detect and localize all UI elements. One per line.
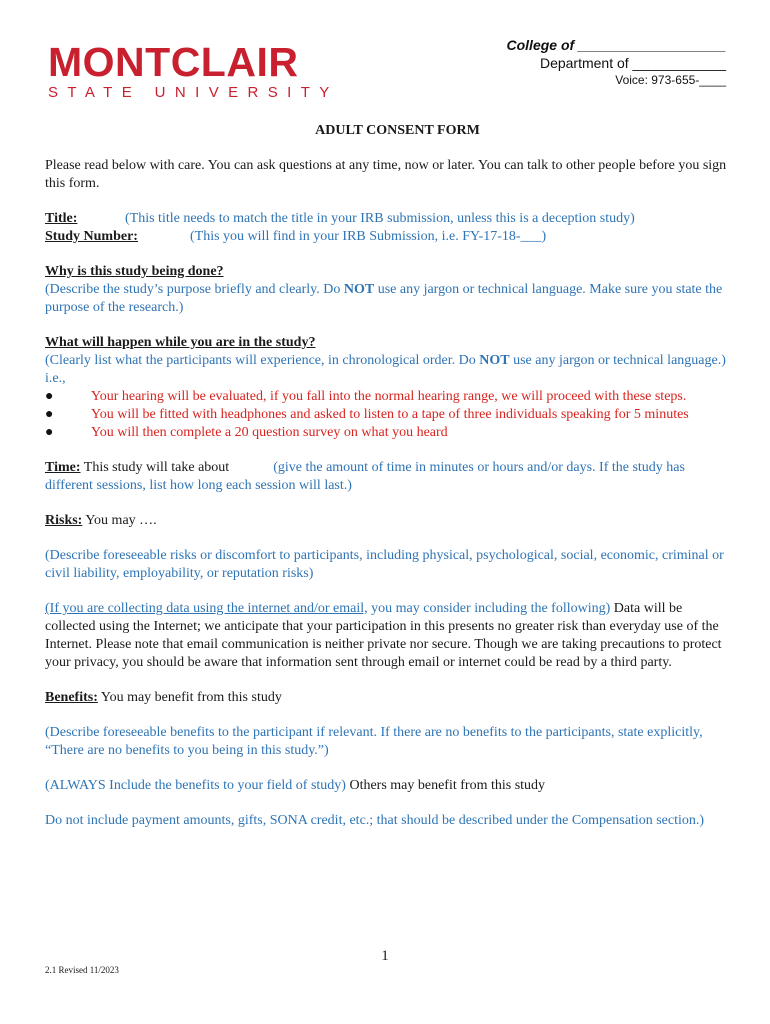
time-paragraph: Time: This study will take about (give the amount of time in minutes or hours and/or days. If the study has different sessions, list how long each session will last.) bbox=[45, 460, 685, 493]
list-item: ● You will then complete a 20 question survey on what you heard bbox=[45, 425, 448, 440]
title-row bbox=[45, 210, 730, 228]
risks-note: (Describe foreseeable risks or discomfort to participants, including physical, psychological, social, economic, criminal or civil liability, employability, or reputation risks) bbox=[45, 548, 724, 581]
revision-note: 2.1 Revised 11/2023 bbox=[45, 965, 119, 975]
always-paragraph: (ALWAYS Include the benefits to your field of study) Others may benefit from this study bbox=[45, 778, 546, 793]
why-note: (Describe the study’s purpose briefly and clearly. Do NOT use any jargon or technical language. Make sure you state the purpose of the research.) bbox=[45, 282, 723, 315]
internet-paragraph: (If you are collecting data using the internet and/or email, you may consider including the following) Data will be collected using the Internet; we anticipate that your participation in this presents no greater risk than everyday use of the Internet. Please note that email communication is neither private nor secure. Though we are taking precautions to protect your privacy, you should be aware that information sent through email or internet could be read by a third party. bbox=[45, 601, 722, 670]
benefits-note: (Describe foreseeable benefits to the participant if relevant. If there are no benefits to the participants, state explicitly, “There are no benefits to you being in this study.”) bbox=[45, 725, 703, 758]
voice-line: Voice: 973-655-____ bbox=[615, 73, 726, 87]
what-note: (Clearly list what the participants will experience, in chronological order. Do NOT use any jargon or technical language.) bbox=[45, 353, 726, 368]
risks-paragraph: Risks: You may …. bbox=[45, 513, 157, 528]
bullet-icon: ● bbox=[45, 389, 54, 404]
risks-label: Risks: bbox=[45, 513, 83, 528]
benefits-label: Benefits: bbox=[45, 690, 98, 705]
payment-note: Do not include payment amounts, gifts, SONA credit, etc.; that should be described under the Compensation section.) bbox=[45, 813, 705, 828]
department-line: Department of ____________ bbox=[539, 55, 726, 71]
logo-subtitle: STATE UNIVERSITY bbox=[48, 84, 339, 101]
list-item: ● Your hearing will be evaluated, if you fall into the normal hearing range, we will proceed with these steps. bbox=[45, 389, 687, 404]
montclair-logo bbox=[48, 39, 339, 102]
time-label: Time: bbox=[45, 460, 81, 475]
page-number: 1 bbox=[381, 948, 389, 964]
internet-link-text: (If you are collecting data using the internet and/or email, bbox=[45, 601, 368, 616]
college-line: College of ___________________ bbox=[506, 37, 726, 53]
benefits-paragraph: Benefits: You may benefit from this study bbox=[45, 690, 282, 705]
study-number-row bbox=[45, 228, 730, 246]
study-number-label: Study Number: bbox=[45, 229, 138, 244]
intro-paragraph: Please read below with care. You can ask questions at any time, now or later. You can talk to other people before you sign this form. bbox=[45, 158, 727, 191]
study-number-note: (This you will find in your IRB Submission, i.e. FY-17-18-___) bbox=[190, 229, 547, 244]
logo-wordmark: MONTCLAIR bbox=[48, 39, 299, 85]
title-label: Title: bbox=[45, 211, 78, 226]
form-title: ADULT CONSENT FORM bbox=[315, 123, 480, 138]
header-contact-block bbox=[507, 36, 727, 88]
time-note: (give the amount of time in minutes or hours and/or days. If the study has different sessions, list how long each session will last.) bbox=[45, 460, 685, 493]
what-heading: What will happen while you are in the study? bbox=[45, 335, 316, 350]
why-heading: Why is this study being done? bbox=[45, 264, 224, 279]
ie-label: i.e., bbox=[45, 371, 66, 386]
title-note: (This title needs to match the title in your IRB submission, unless this is a deception study) bbox=[125, 211, 635, 226]
bullet-icon: ● bbox=[45, 407, 54, 422]
list-item: ● You will be fitted with headphones and asked to listen to a tape of three individuals speaking for 5 minutes bbox=[45, 407, 689, 422]
form-body bbox=[45, 122, 730, 830]
bullet-icon: ● bbox=[45, 425, 54, 440]
